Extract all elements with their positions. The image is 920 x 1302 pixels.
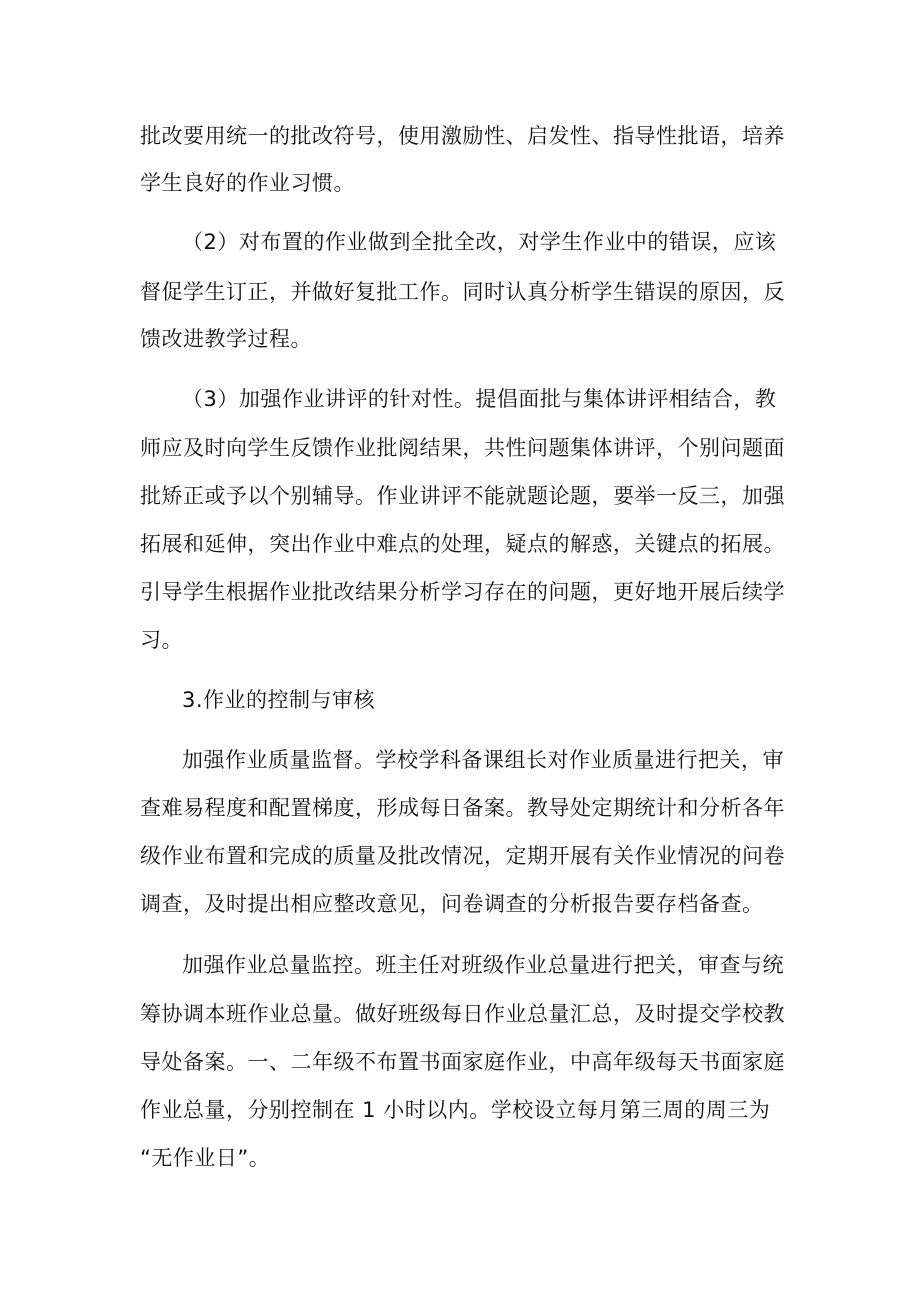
paragraph-5-line-3: 导处备案。一、二年级不布置书面家庭作业，中高年级每天书面家庭 <box>140 1050 785 1074</box>
paragraph-3-line-2: 师应及时向学生反馈作业批阅结果，共性问题集体讲评，个别问题面 <box>140 436 785 460</box>
paragraph-5-line-2: 筹协调本班作业总量。做好班级每日作业总量汇总，及时提交学校教 <box>140 1002 785 1026</box>
section-heading: 3.作业的控制与审核 <box>182 688 376 712</box>
paragraph-5-line-1: 加强作业总量监控。班主任对班级作业总量进行把关，审查与统 <box>182 953 784 977</box>
paragraph-3-line-3: 批矫正或予以个别辅导。作业讲评不能就题论题，要举一反三，加强 <box>140 484 785 508</box>
paragraph-1-line-2: 学生良好的作业习惯。 <box>140 171 355 195</box>
paragraph-4-line-2: 查难易程度和配置梯度，形成每日备案。教导处定期统计和分析各年 <box>140 796 785 820</box>
paragraph-4-line-4: 调查，及时提出相应整改意见，问卷调查的分析报告要存档备查。 <box>140 892 764 916</box>
paragraph-2-line-2: 督促学生订正，并做好复批工作。同时认真分析学生错误的原因，反 <box>140 280 785 304</box>
paragraph-3-line-1: （3）加强作业讲评的针对性。提倡面批与集体讲评相结合，教 <box>182 387 777 411</box>
paragraph-3-line-4: 拓展和延伸，突出作业中难点的处理，疑点的解惑，关键点的拓展。 <box>140 532 785 556</box>
paragraph-5-line-5: “无作业日”。 <box>140 1146 271 1170</box>
paragraph-4-line-3: 级作业布置和完成的质量及批改情况，定期开展有关作业情况的问卷 <box>140 844 785 868</box>
paragraph-2-line-1: （2）对布置的作业做到全批全改，对学生作业中的错误，应该 <box>182 230 777 254</box>
paragraph-3-line-6: 习。 <box>140 628 183 652</box>
paragraph-5-line-4: 作业总量，分别控制在 1 小时以内。学校设立每月第三周的周三为 <box>140 1098 771 1122</box>
paragraph-3-line-5: 引导学生根据作业批改结果分析学习存在的问题，更好地开展后续学 <box>140 580 785 604</box>
paragraph-4-line-1: 加强作业质量监督。学校学科备课组长对作业质量进行把关，审 <box>182 748 784 772</box>
paragraph-1-line-1: 批改要用统一的批改符号，使用激励性、启发性、指导性批语，培养 <box>140 124 785 148</box>
paragraph-2-line-3: 馈改进教学过程。 <box>140 327 312 351</box>
